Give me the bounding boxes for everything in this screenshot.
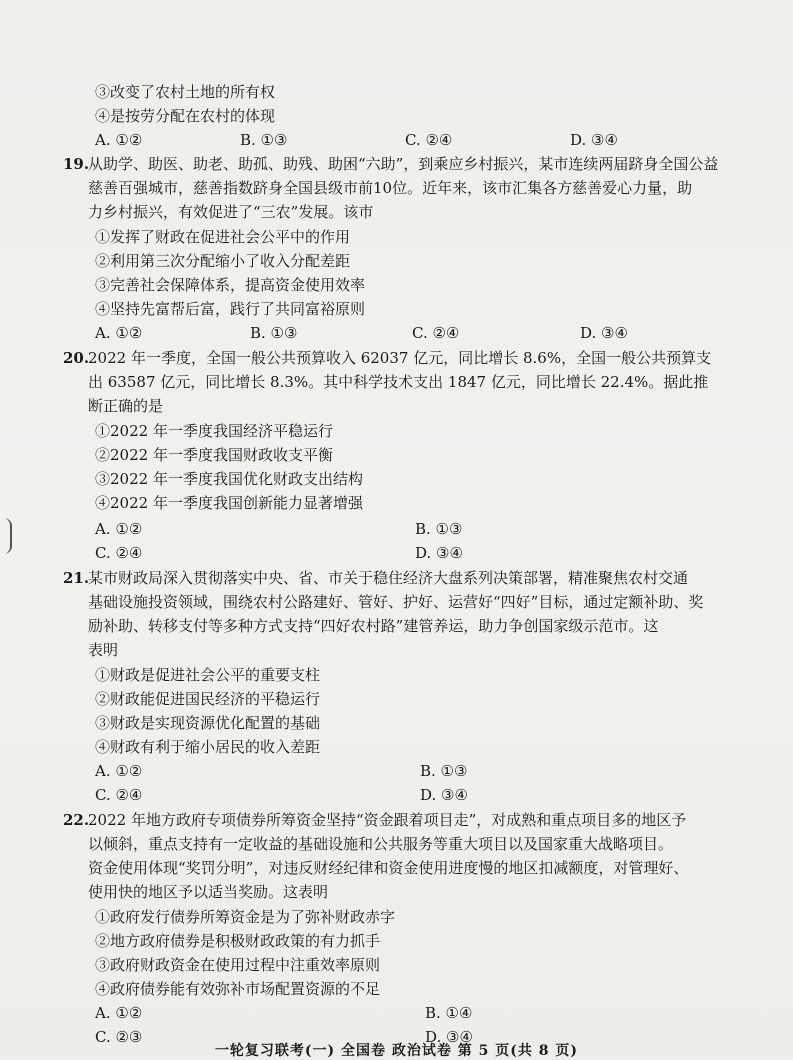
q21-stem-line-1: 某市财政局深入贯彻落实中央、省、市关于稳住经济大盘系列决策部署，精准聚焦农村交通 (88, 569, 689, 587)
q21-item-2: ②财政能促进国民经济的平稳运行 (95, 690, 321, 708)
q20-option-d: D. ③④ (415, 544, 463, 562)
q20-item-2: ②2022 年一季度我国财政收支平衡 (95, 446, 333, 464)
q20-stem-line-2: 出 63587 亿元，同比增长 8.3%。其中科学技术支出 1847 亿元，同比增长 22.4%。据此推 (88, 373, 709, 391)
q22-stem-line-2: 以倾斜，重点支持有一定收益的基础设施和公共服务等重大项目以及国家重大战略项目。 (88, 835, 674, 853)
q19-option-b: B. ①③ (250, 324, 298, 342)
q21-item-4: ④财政有利于缩小居民的收入差距 (95, 738, 321, 756)
q21-option-d: D. ③④ (420, 786, 468, 804)
q19-stem-line-1: 从助学、助医、助老、助孤、助残、助困“六助”，到乘应乡村振兴，某市连续两届跻身全国公益 (88, 155, 719, 173)
prev-option-d: D. ③④ (570, 131, 618, 149)
q20-option-b: B. ①③ (415, 520, 463, 538)
prev-item-3: ③改变了农村土地的所有权 (95, 83, 276, 101)
q20-option-c: C. ②④ (95, 544, 143, 562)
q21-item-3: ③财政是实现资源优化配置的基础 (95, 714, 321, 732)
q19-stem-line-2: 慈善百强城市，慈善指数跻身全国县级市前10位。近年来，该市汇集各方慈善爱心力量，助 (88, 179, 693, 197)
q22-stem-line-3: 资金使用体现“奖罚分明”，对违反财经纪律和资金使用进度慢的地区扣减额度，对管理好、 (88, 859, 689, 877)
q21-stem-line-3: 励补助、转移支付等多种方式支持“四好农村路”建管养运，助力争创国家级示范市。这 (88, 617, 659, 635)
q22-item-3: ③政府财政资金在使用过程中注重效率原则 (95, 956, 381, 974)
q22-stem-line-1: 2022 年地方政府专项债券所筹资金坚持“资金跟着项目走”，对成熟和重点项目多的地区予 (88, 811, 687, 829)
q21-option-a: A. ①② (95, 762, 143, 780)
prev-item-4: ④是按劳分配在农村的体现 (95, 107, 276, 125)
q19-item-3: ③完善社会保障体系，提高资金使用效率 (95, 276, 366, 294)
q19-number: 19. (63, 155, 90, 173)
prev-option-b: B. ①③ (240, 131, 288, 149)
q21-option-c: C. ②④ (95, 786, 143, 804)
q21-option-b: B. ①③ (420, 762, 468, 780)
q20-stem-line-3: 断正确的是 (88, 397, 164, 415)
q22-stem-line-4: 使用快的地区予以适当奖励。这表明 (88, 883, 329, 901)
q19-stem-line-3: 力乡村振兴，有效促进了“三农”发展。该市 (88, 203, 374, 221)
q22-option-c: C. ②③ (95, 1028, 143, 1046)
q21-number: 21. (63, 569, 90, 587)
q22-item-4: ④政府债券能有效弥补市场配置资源的不足 (95, 980, 381, 998)
prev-option-c: C. ②④ (405, 131, 453, 149)
page-footer: 一轮复习联考(一) 全国卷 政治试卷 第 5 页(共 8 页) (214, 1043, 579, 1059)
q22-option-a: A. ①② (95, 1004, 143, 1022)
q20-item-3: ③2022 年一季度我国优化财政支出结构 (95, 470, 363, 488)
q19-option-a: A. ①② (95, 324, 143, 342)
q21-item-1: ①财政是促进社会公平的重要支柱 (95, 666, 321, 684)
q19-item-4: ④坚持先富帮后富，践行了共同富裕原则 (95, 300, 366, 318)
q22-item-1: ①政府发行债券所筹资金是为了弥补财政赤字 (95, 908, 396, 926)
q21-stem-line-4: 表明 (88, 641, 119, 659)
q22-option-b: B. ①④ (425, 1004, 473, 1022)
q20-item-1: ①2022 年一季度我国经济平稳运行 (95, 422, 333, 440)
q20-item-4: ④2022 年一季度我国创新能力显著增强 (95, 494, 363, 512)
q19-item-1: ①发挥了财政在促进社会公平中的作用 (95, 228, 351, 246)
q20-option-a: A. ①② (95, 520, 143, 538)
q20-stem-line-1: 2022 年一季度，全国一般公共预算收入 62037 亿元，同比增长 8.6%，全国一般公共预算支 (88, 349, 712, 367)
q19-option-d: D. ③④ (580, 324, 628, 342)
margin-mark (4, 518, 12, 554)
q19-option-c: C. ②④ (412, 324, 460, 342)
q22-option-d: D. ③④ (425, 1028, 473, 1046)
q22-item-2: ②地方政府债券是积极财政政策的有力抓手 (95, 932, 381, 950)
q22-number: 22. (63, 811, 90, 829)
prev-option-a: A. ①② (95, 131, 143, 149)
q20-number: 20. (63, 349, 90, 367)
q19-item-2: ②利用第三次分配缩小了收入分配差距 (95, 252, 351, 270)
q21-stem-line-2: 基础设施投资领域，围绕农村公路建好、管好、护好、运营好“四好”目标，通过定额补助、奖 (88, 593, 704, 611)
